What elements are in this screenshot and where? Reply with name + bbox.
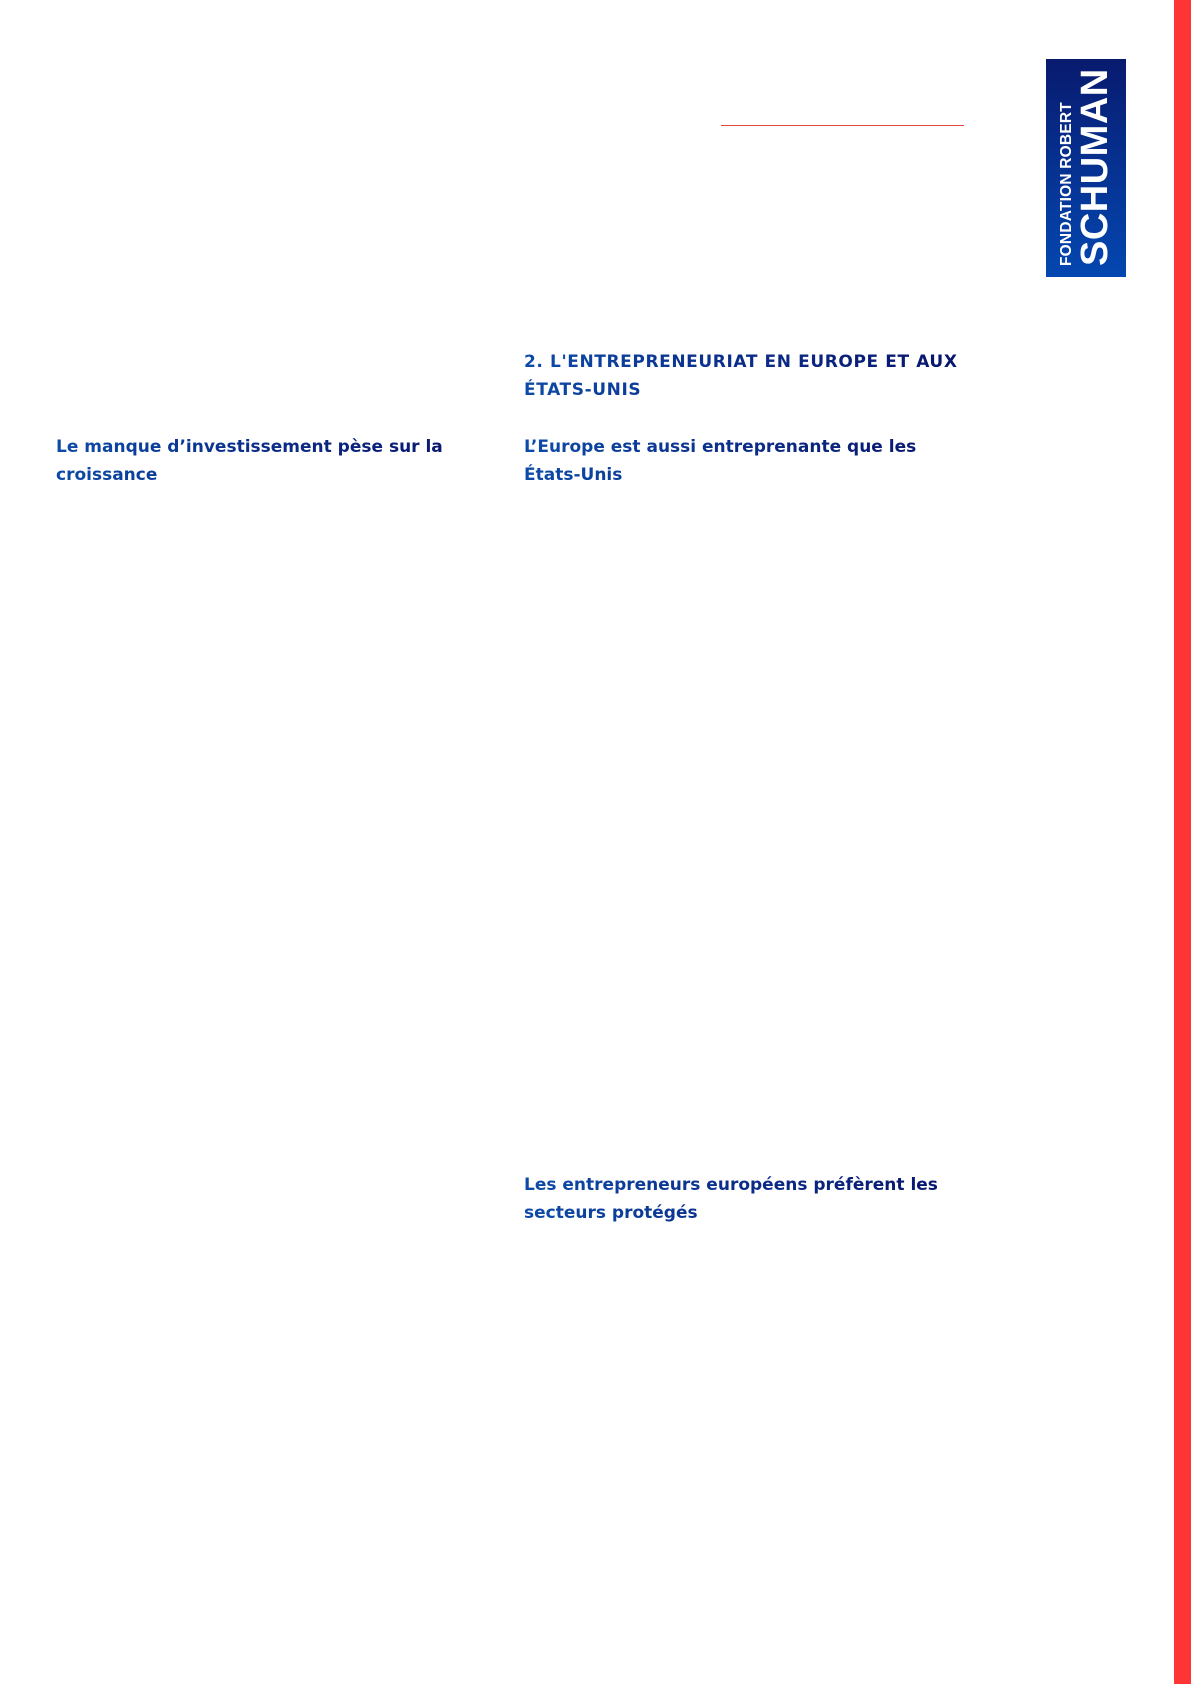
logo-line-fondation-robert: FONDATION ROBERT [1057, 102, 1075, 266]
section-title: 2. L'ENTREPRENEURIAT EN EUROPE ET AUX ÉTATS-UNIS [524, 348, 964, 404]
right-edge-red-bar [1174, 0, 1191, 1684]
header-red-rule [721, 125, 964, 126]
left-column-heading: Le manque d’investissement pèse sur la croissance [56, 433, 476, 489]
logo-text [1059, 70, 1114, 266]
right-column-heading-2: Les entrepreneurs européens préfèrent les secteurs protégés [524, 1171, 964, 1227]
fondation-robert-schuman-logo [1046, 59, 1126, 277]
logo-line-schuman: SCHUMAN [1073, 68, 1116, 266]
right-column-heading-1: L’Europe est aussi entreprenante que les États-Unis [524, 433, 964, 489]
